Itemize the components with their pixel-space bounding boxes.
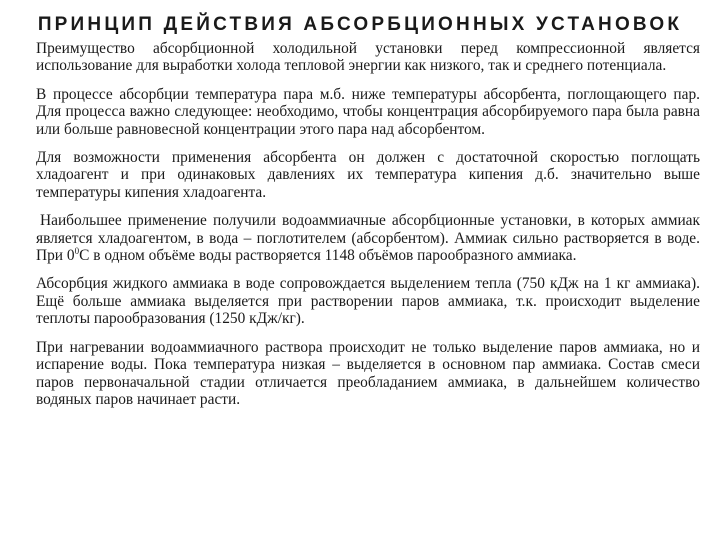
paragraph-ammonia-water [36, 212, 700, 264]
degree-superscript: 0 [74, 245, 80, 256]
paragraph-ammonia-water-text-end: С в одном объёме воды растворяется 1148 объёмов парообразного аммиака. [79, 247, 577, 265]
paragraph-absorbent-requirements: Для возможности применения абсорбента он должен с достаточной скоростью поглощать хладоагент и при одинаковых давлениях их температура кипения д.б. значительно выше температуры кипения хладоагента. [36, 149, 700, 201]
slide-body [36, 40, 700, 419]
paragraph-absorption-process: В процессе абсорбции температура пара м.б. ниже температуры абсорбента, поглощающего пар. Для процесса важно следующее: необходимо, чтобы концентрация абсорбируемого пара была равна или больше равновесной концентрации этого пара над абсорбентом. [36, 85, 700, 138]
slide-title: ПРИНЦИП ДЕЙСТВИЯ АБСОРБЦИОННЫХ УСТАНОВОК [37, 14, 683, 35]
paragraph-heating-solution: При нагревании водоаммиачного раствора происходит не только выделение паров аммиака, но и испарение воды. Пока температура низкая – выделяется в основном пар аммиака. Состав смеси паров первоначальной стадии отличается преобладанием аммиака, в дальнейшем количество водяных паров начинает расти. [36, 338, 700, 408]
paragraph-advantage: Преимущество абсорбционной холодильной установки перед компрессионной является использование для выработки холода тепловой энергии как низкого, так и среднего потенциала. [36, 40, 700, 75]
paragraph-ammonia-water-text: Наибольшее применение получили водоаммиачные абсорбционные установки, в которых аммиак является хладоагентом, в вода – поглотителем (абсорбентом). Аммиак сильно растворяется в воде. При 0 [36, 212, 700, 265]
paragraph-heat-release: Абсорбция жидкого аммиака в воде сопровождается выделением тепла (750 кДж на 1 кг аммиака). Ещё больше аммиака выделяется при растворении паров аммиака, т.к. происходит выделение теплоты парообразования (1250 кДж/кг). [36, 275, 700, 328]
